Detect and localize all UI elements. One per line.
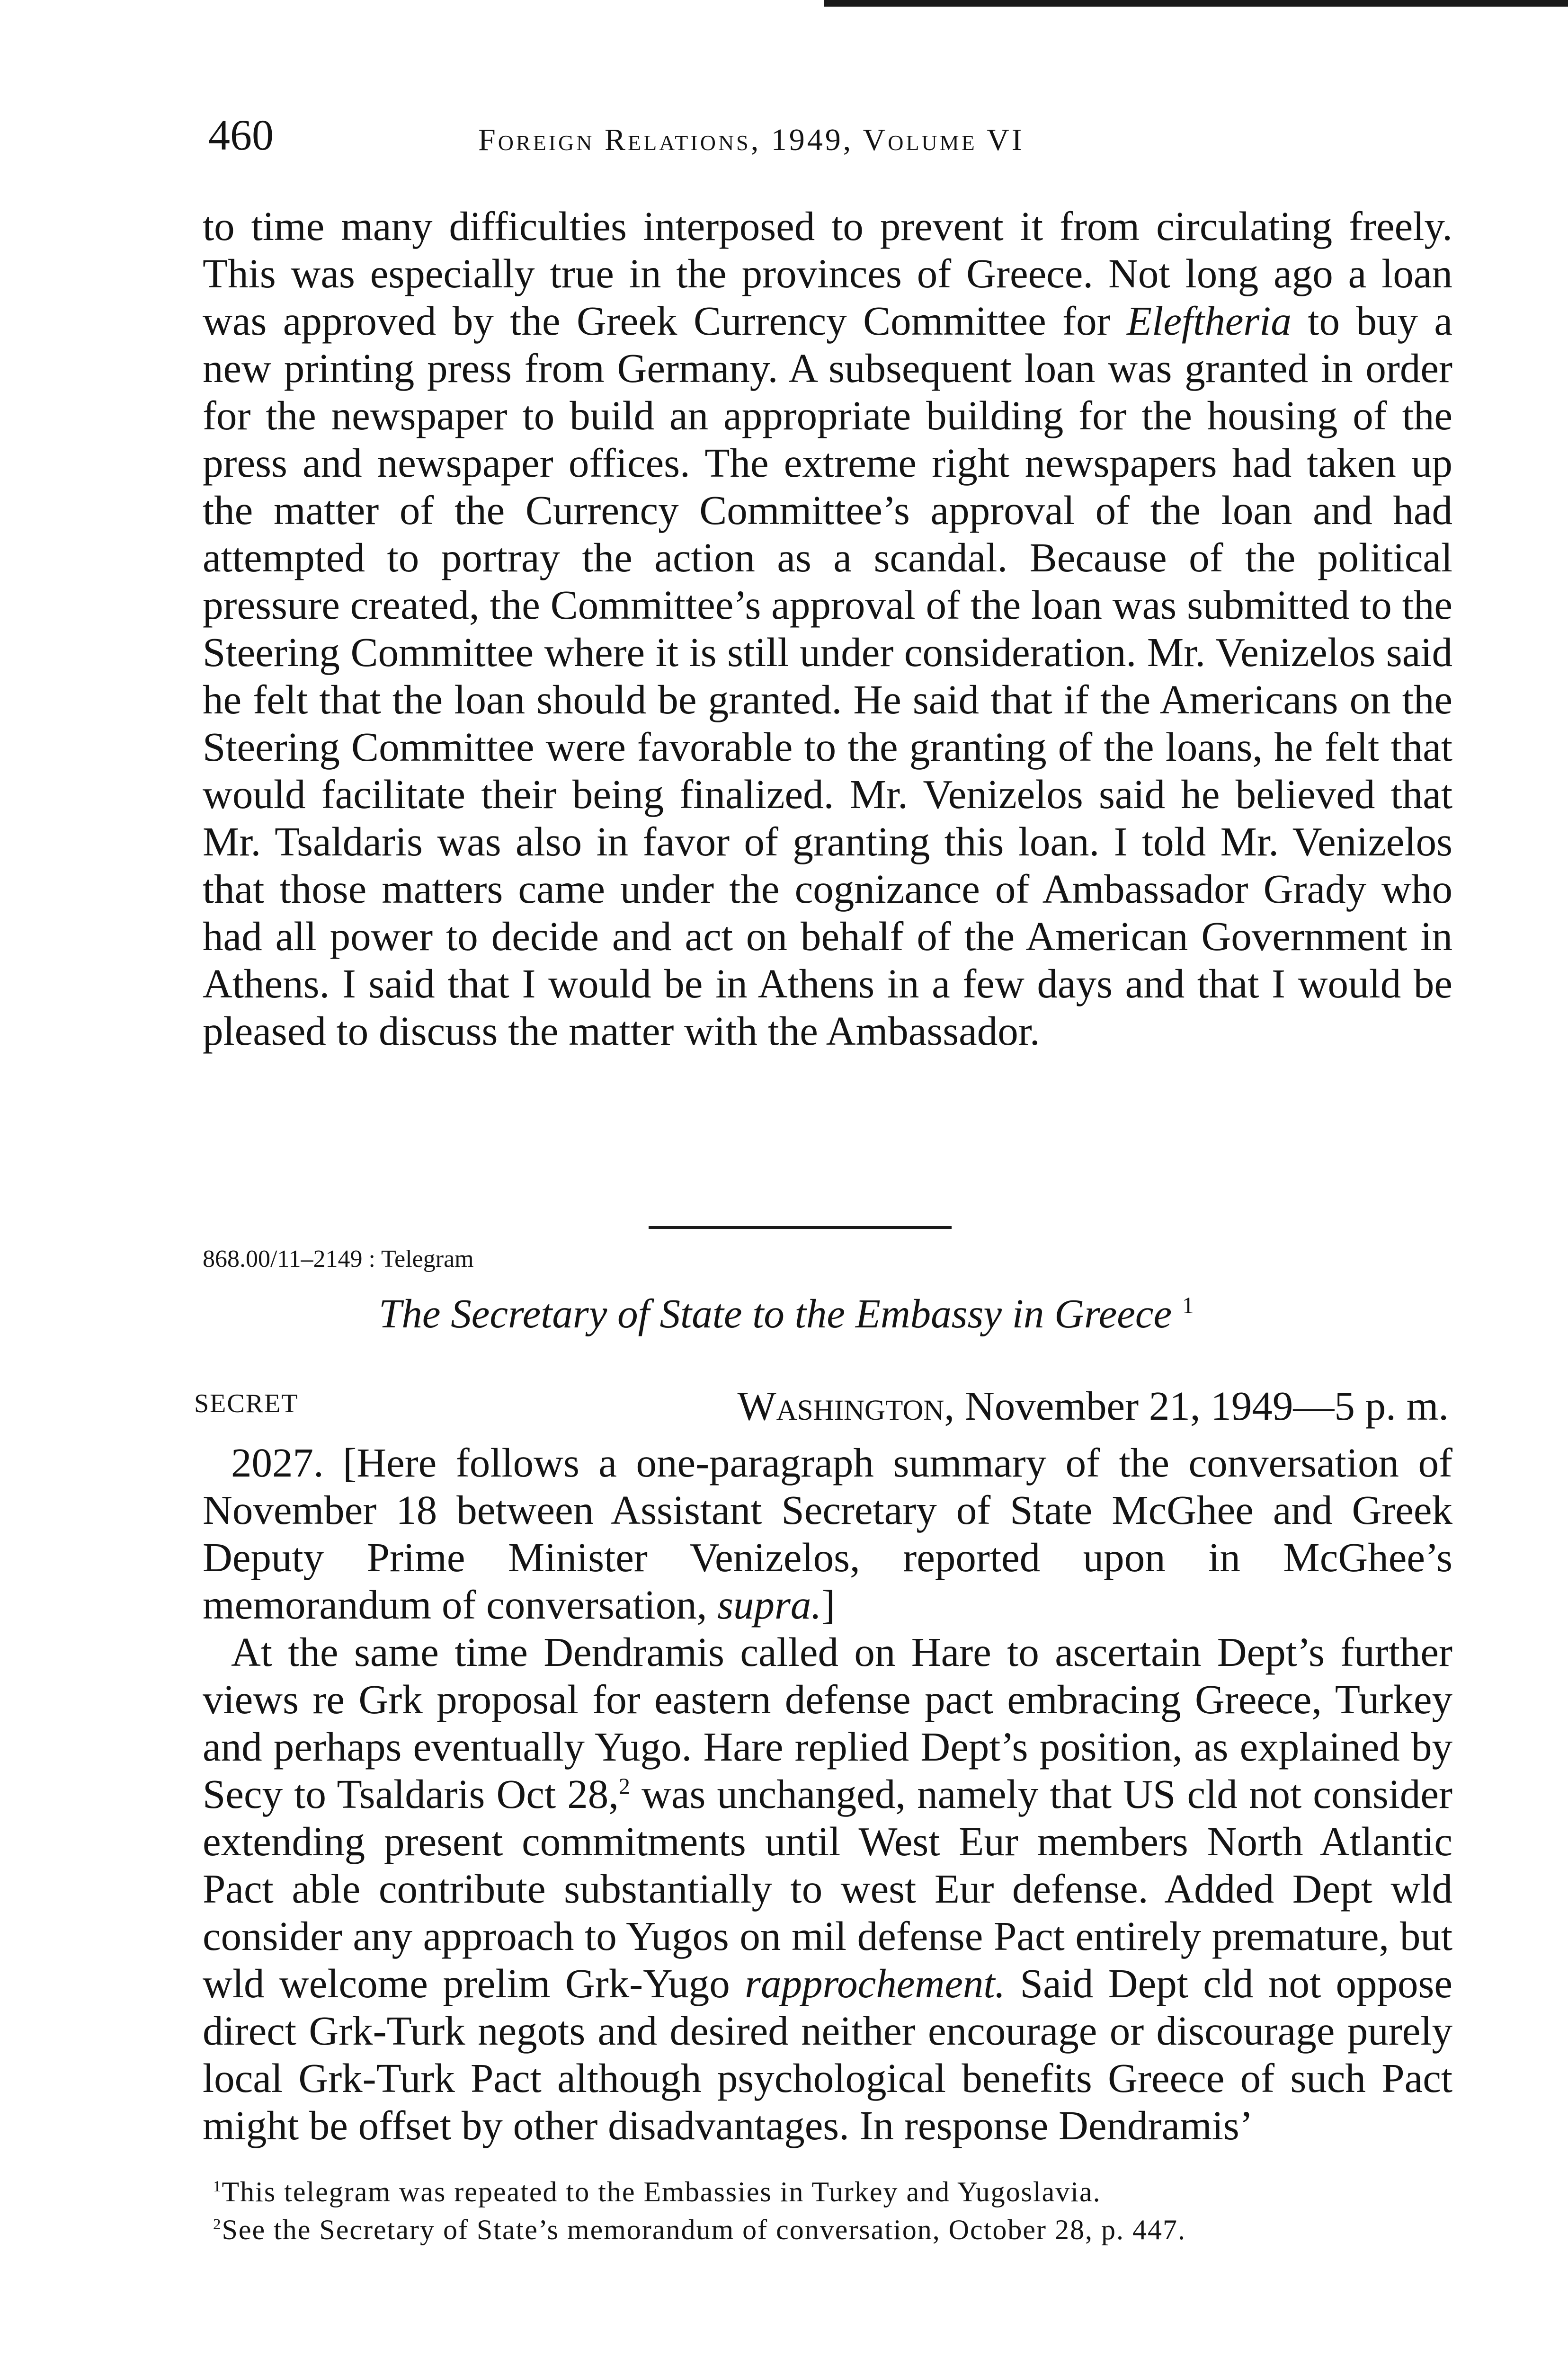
- running-title: [478, 116, 1025, 164]
- document-title-text: The Secretary of State to the Embassy in Greece: [379, 1290, 1172, 1336]
- paragraph-text: [203, 203, 1452, 1055]
- paragraph-text: [203, 1439, 1452, 1628]
- footnote-number: 1: [213, 2178, 222, 2195]
- page-number: 460: [208, 111, 274, 159]
- text-run: ]: [821, 1582, 836, 1628]
- classification-label: SECRET: [194, 1389, 299, 1418]
- continued-memorandum-paragraph: [203, 203, 1452, 1149]
- top-edge-rule: [824, 0, 1568, 7]
- text-run: At the same time Dendramis called on Hare to ascertain Dept’s further views re Grk proposal for eastern defense pact embracing Greece, Turkey and perhaps eventually Yugo. Hare replied Dept’s position, as explained by Secy to Tsaldaris Oct 28,: [203, 1629, 1452, 1817]
- telegram-body-paragraph: [203, 1628, 1452, 2159]
- italic-run: Eleftheria: [1127, 298, 1292, 344]
- footnote-marker: 1: [1182, 1292, 1194, 1318]
- section-divider: [649, 1226, 952, 1229]
- footnote-1: [213, 2173, 1425, 2211]
- text-run: was unchanged, namely that US cld not consider extending present commitments until West Eur members North Atlantic Pact able contribute substantially to west Eur defense. Added Dept wld consider any approach to Yugos on mil defense Pact entirely premature, but wld welcome prelim Grk-Yugo: [203, 1771, 1453, 2006]
- file-reference: 868.00/11–2149 : Telegram: [203, 1246, 474, 1272]
- footnote-text: See the Secretary of State’s memorandum of conversation, October 28, p. 447.: [222, 2214, 1186, 2245]
- paragraph-text: [203, 1628, 1452, 2149]
- running-head: [208, 109, 1463, 161]
- dateline-city: Washington,: [737, 1383, 955, 1429]
- text-run: to time many difficulties interposed to prevent it from circulating freely. This was especially true in the provinces of Greece. Not long ago a loan was approved by the Greek Currency Committee for: [203, 203, 1452, 344]
- text-run: 2027. [Here follows a one-paragraph summary of the conversation of November 18 between Assistant Secretary of State McGhee and Greek Deputy Prime Minister Venizelos, reported upon in McGhee’s memorandum of conversation,: [203, 1440, 1452, 1628]
- footnote-marker: 2: [619, 1774, 630, 1799]
- running-title-suffix: 1949, Volume VI: [771, 123, 1025, 157]
- running-title-prefix: Foreign Relations,: [478, 123, 761, 157]
- text-run: to buy a new printing press from Germany. A subsequent loan was granted in order for the newspaper to build an appropriate building for the housing of the press and newspaper offices. The extreme right newspapers had taken up the matter of the Currency Committee’s approval of the loan and had attempted to portray the action as a scandal. Because of the political pressure created, the Committee’s approval of the loan was submitted to the Steering Committee where it is still under consideration. Mr. Venizelos said he felt that the loan should be granted. He said that if the Americans on the Steering Committee were favorable to the granting of the loans, he felt that would facilitate their being finalized. Mr. Venizelos said he believed that Mr. Tsaldaris was also in favor of granting this loan. I told Mr. Venizelos that those matters came under the cognizance of Ambassador Grady who had all power to decide and act on behalf of the American Government in Athens. I said that I would be in Athens in a few days and that I would be pleased to discuss the matter with the Ambassador.: [203, 298, 1452, 1054]
- text-run: Said Dept cld not oppose direct Grk-Turk negots and desired neither encourage or discourage purely local Grk-Turk Pact although psychological benefits Greece of such Pact might be offset by other disadvantages. In response Dendramis’: [203, 1960, 1453, 2148]
- footnotes: [213, 2173, 1425, 2249]
- italic-run: rapprochement.: [745, 1960, 1006, 2006]
- footnote-number: 2: [213, 2216, 222, 2233]
- document-title: [379, 1288, 1194, 1340]
- dateline-date: November 21, 1949—5 p. m.: [964, 1383, 1449, 1429]
- dateline: [682, 1382, 1449, 1430]
- italic-run: supra.: [717, 1582, 822, 1628]
- footnote-2: [213, 2211, 1425, 2249]
- telegram-summary-paragraph: [203, 1439, 1452, 1628]
- footnote-text: This telegram was repeated to the Embassies in Turkey and Yugoslavia.: [222, 2176, 1101, 2207]
